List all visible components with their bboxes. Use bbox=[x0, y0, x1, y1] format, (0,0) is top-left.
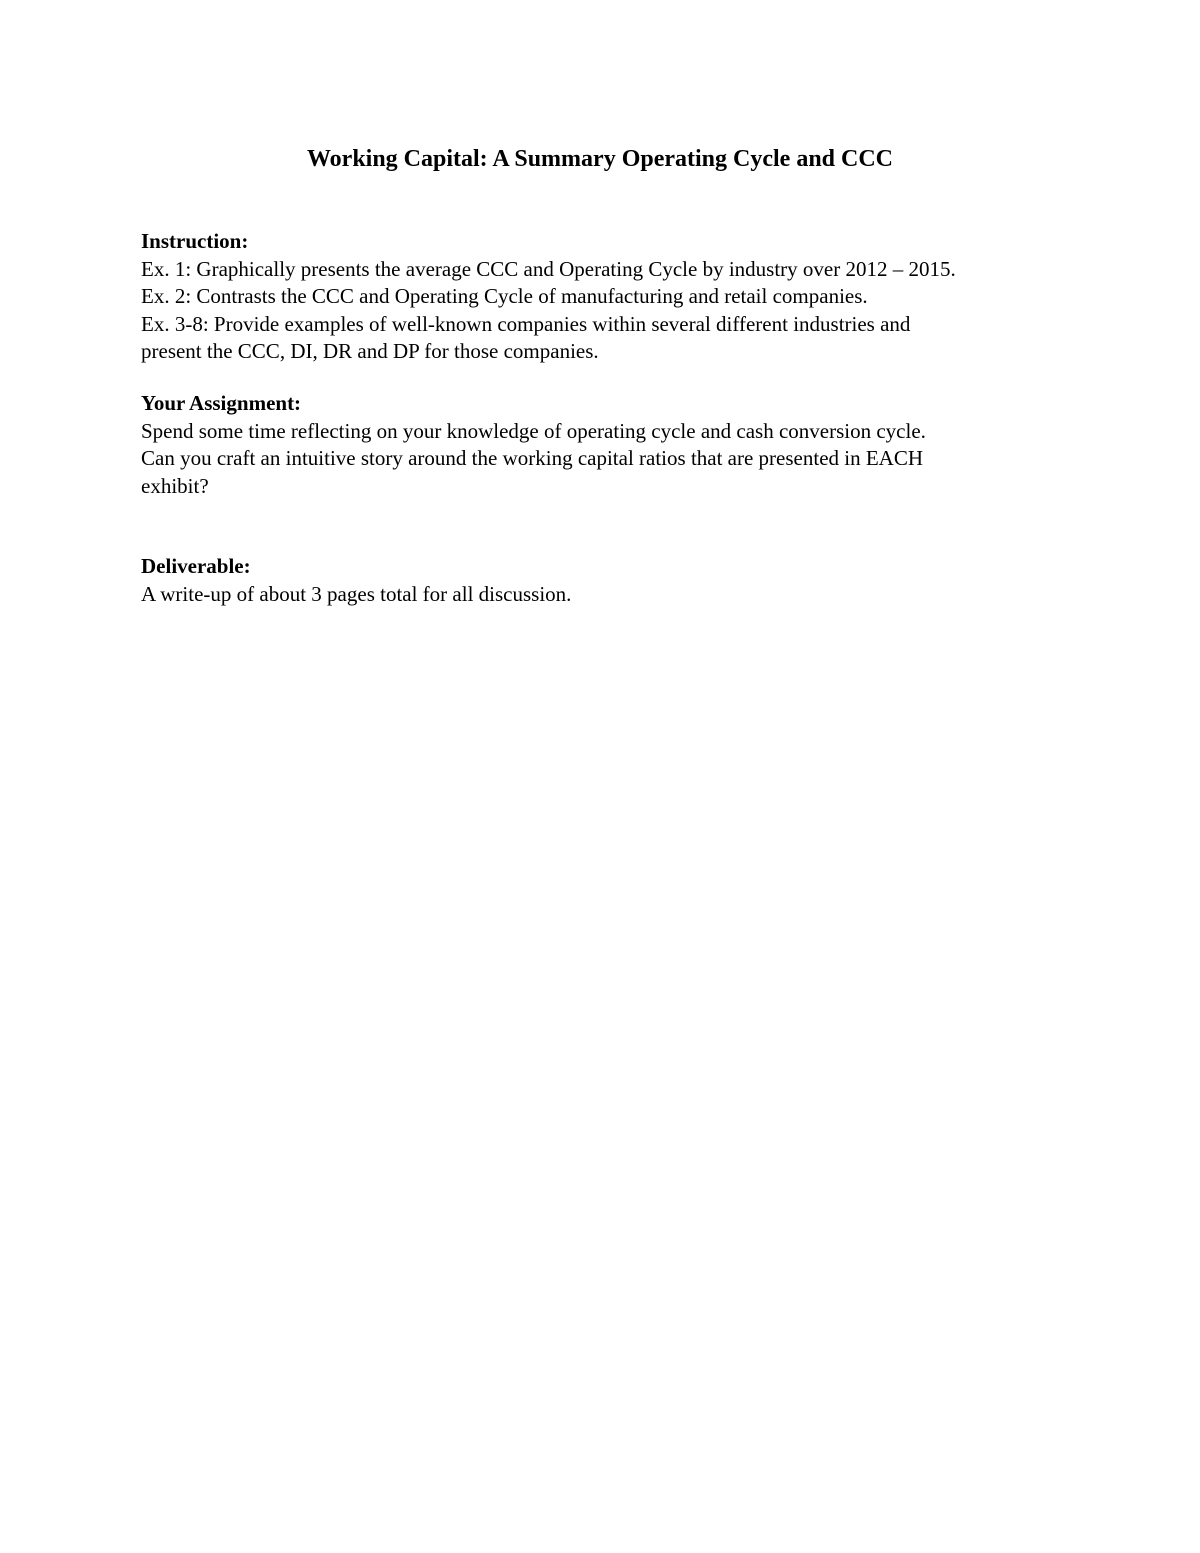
instruction-line-ex2: Ex. 2: Contrasts the CCC and Operating Cycle of manufacturing and retail companies. bbox=[141, 284, 868, 308]
instruction-line-ex3-8-continued: present the CCC, DI, DR and DP for those companies. bbox=[141, 339, 599, 363]
instruction-line-ex3-8: Ex. 3-8: Provide examples of well-known companies within several different industries and bbox=[141, 311, 911, 336]
instruction-heading: Instruction: bbox=[141, 229, 249, 253]
assignment-line: exhibit? bbox=[141, 473, 209, 498]
assignment-line: Can you craft an intuitive story around the working capital ratios that are presented in EACH bbox=[141, 446, 924, 470]
deliverable-section bbox=[141, 553, 1081, 608]
assignment-heading: Your Assignment: bbox=[141, 391, 302, 415]
deliverable-line: A write-up of about 3 pages total for all discussion. bbox=[141, 581, 572, 606]
instruction-line-ex1: Ex. 1: Graphically presents the average CCC and Operating Cycle by industry over 2012 – 2015. bbox=[141, 256, 956, 281]
document-title: Working Capital: A Summary Operating Cycle and CCC bbox=[306, 146, 894, 172]
instruction-section bbox=[141, 228, 1081, 366]
deliverable-heading: Deliverable: bbox=[141, 554, 251, 578]
assignment-line: Spend some time reflecting on your knowledge of operating cycle and cash conversion cycle. bbox=[141, 418, 926, 443]
assignment-section bbox=[141, 390, 1081, 500]
